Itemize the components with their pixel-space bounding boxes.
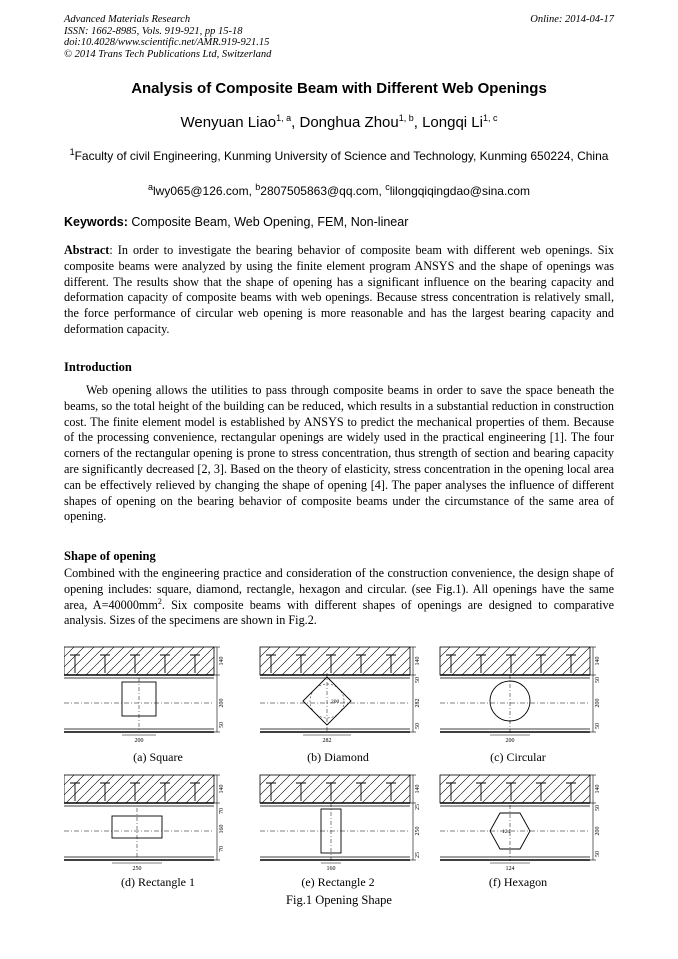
issn-line: ISSN: 1662-8985, Vols. 919-921, pp 15-18 <box>64 25 243 37</box>
dim-label: 140 <box>219 784 225 794</box>
email-sup: b <box>255 182 261 192</box>
dim-label: 50 <box>415 677 421 683</box>
dim-label: 200 <box>595 826 601 836</box>
dim-label: 282 <box>322 738 332 744</box>
subcaption-circular: (c) Circular <box>490 750 546 764</box>
shape-text-before: Combined with the engineering practice and consideration of the construction convenience, the design shape of opening includes: square, diamond, rectangle, hexagon and circular. (see Fig.1). All openings have the same area, A=40000mm <box>64 566 614 612</box>
panel-circular <box>440 647 601 744</box>
author-name: Longqi Li <box>422 114 483 131</box>
shape-text-after: . Six composite beams with different shapes of openings are designed to comparative analysis. Sizes of the specimens are shown in Fig.2. <box>64 597 615 628</box>
author-name: Donghua Zhou <box>299 114 399 131</box>
dim-label: 200 <box>505 738 515 744</box>
area-superscript: 2 <box>157 596 162 606</box>
dim-label: 140 <box>595 656 601 666</box>
introduction-heading: Introduction <box>64 360 132 374</box>
dim-label: 200 <box>219 698 225 708</box>
dim-label: 50 <box>595 805 601 811</box>
copyright-line: © 2014 Trans Tech Publications Ltd, Switzerland <box>64 48 272 60</box>
dim-label: 250 <box>415 826 421 836</box>
email-list <box>0 184 678 198</box>
author-sup: 1, a <box>276 113 292 123</box>
dim-label: 50 <box>595 851 601 857</box>
dim-label: 50 <box>415 723 421 729</box>
dim-label: 70 <box>219 846 225 852</box>
panel-rectangle-1 <box>64 775 225 872</box>
journal-name: Advanced Materials Research <box>64 14 191 25</box>
shape-heading: Shape of opening <box>64 549 156 563</box>
affiliation <box>64 148 614 164</box>
dim-label: 25 <box>415 852 421 858</box>
dim-label: 50 <box>595 723 601 729</box>
opening-shape-figure <box>64 645 614 885</box>
dim-label: 160 <box>326 866 336 872</box>
dim-label: 70 <box>219 808 225 814</box>
keywords-label: Keywords: <box>64 215 128 229</box>
introduction-text: Web opening allows the utilities to pass through composite beams in order to save the space beneath the beams, so the total height of the building can be reduced, which results in a substantial reduction in construction cost. The finite element model is established by ANSYS to predict the mechanical properties of them. Because of the processing convenience, rectangular openings are widely used in the practical engineering [1]. The four corners of the rectangular opening is prone to stress concentration, thus strength of section and bearing capacity are significantly decreased [2, 3]. Based on the theory of elasticity, stress concentration in the opening local area can be effectively relieved by changing the shape of opening [4]. The paper analyses the influence of different shapes of opening on the bearing behavior of composite beams under the circumstance of the same area of opening. <box>64 383 614 524</box>
affiliation-sup: 1 <box>69 147 75 157</box>
dim-label: 140 <box>415 656 421 666</box>
online-date: Online: 2014-04-17 <box>530 14 614 25</box>
panel-hexagon <box>440 775 601 872</box>
dim-label: 124 <box>502 829 511 835</box>
panel-diamond <box>260 647 421 744</box>
email-sup: c <box>385 182 390 192</box>
dim-label: 200 <box>134 738 144 744</box>
dim-label: 200 <box>331 699 340 705</box>
author-sup: 1, c <box>482 113 498 123</box>
keywords-text: Composite Beam, Web Opening, FEM, Non-linear <box>131 215 409 229</box>
dim-label: 140 <box>219 656 225 666</box>
dim-label: 140 <box>415 784 421 794</box>
dim-label: 50 <box>219 722 225 728</box>
figure-caption: Fig.1 Opening Shape <box>286 893 392 907</box>
abstract-text: : In order to investigate the bearing behavior of composite beam with different web openings. Six composite beams were analyzed by using the finite element program ANSYS and the shape of openings was different. The results show that the shape of opening has a significant influence on the bearing capacity and deformation capacity of composite beams with web openings. Because stress concentration is relatively small, the force performance of circular web opening is more reasonable and has the largest bearing capacity and deformation capacity. <box>64 243 614 336</box>
keywords <box>64 215 408 229</box>
email-sup: a <box>148 182 154 192</box>
subcaption-hexagon: (f) Hexagon <box>488 875 548 889</box>
email-link[interactable]: lilongqiqingdao@sina.com <box>389 184 530 198</box>
dim-label: 160 <box>219 824 225 834</box>
affiliation-text: Faculty of civil Engineering, Kunming University of Science and Technology, Kunming 650224, China <box>74 149 609 163</box>
subcaption-diamond: (b) Diamond <box>307 750 369 764</box>
subcaption-rectangle-1: (d) Rectangle 1 <box>121 875 195 889</box>
subcaption-square: (a) Square <box>133 750 183 764</box>
dim-label: 282 <box>415 698 421 708</box>
author-name: Wenyuan Liao <box>180 114 277 131</box>
email-link[interactable]: 2807505863@qq.com, <box>260 184 386 198</box>
doi-line: doi:10.4028/www.scientific.net/AMR.919-921.15 <box>64 37 270 48</box>
dim-label: 25 <box>415 804 421 810</box>
author-list: Wenyuan Liao$^{1, a}$, Donghua Zhou$^{1, b}$, Longqi Li$^{1, c}$ <box>180 113 498 131</box>
abstract <box>64 243 614 338</box>
panel-rectangle-2 <box>260 775 421 872</box>
subcaption-rectangle-2: (e) Rectangle 2 <box>301 875 375 889</box>
dim-label: 50 <box>595 677 601 683</box>
shape-text <box>64 566 614 629</box>
dim-label: 200 <box>595 698 601 708</box>
dim-label: 250 <box>132 866 142 872</box>
abstract-label: Abstract <box>64 243 110 257</box>
email-link[interactable]: lwy065@126.com, <box>153 184 256 198</box>
dim-label: 124 <box>505 866 515 872</box>
panel-square <box>64 647 225 744</box>
paper-title: Analysis of Composite Beam with Different Web Openings <box>131 80 547 97</box>
journal-header <box>64 14 271 60</box>
author-sup: 1, b <box>398 113 414 123</box>
dim-label: 140 <box>595 784 601 794</box>
